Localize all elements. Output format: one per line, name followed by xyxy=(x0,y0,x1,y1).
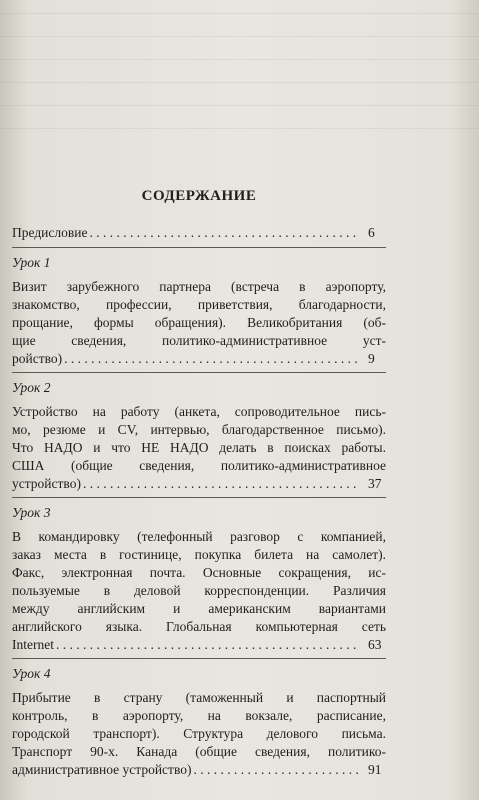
lesson-4-entry xyxy=(12,665,386,783)
description-line: США (общие сведения, политико-административное xyxy=(12,458,386,473)
description-line: Прибытие в страну (таможенный и паспортный xyxy=(12,690,386,705)
description-line: знакомство, профессии, приветствия, благодарности, xyxy=(12,297,386,312)
preface-entry xyxy=(12,224,386,248)
description-line: Что НАДО и что НЕ НАДО делать в поисках работы. xyxy=(12,440,386,455)
description-line: английского языка. Глобальная компьютерная сеть xyxy=(12,619,386,634)
lesson-description xyxy=(12,528,386,636)
lesson-label: Урок 1 xyxy=(12,255,51,270)
preface-label: Предисловие xyxy=(12,225,88,240)
lesson-last-line xyxy=(12,636,386,654)
lesson-page: 37 xyxy=(368,476,382,491)
lesson-last-text: административное устройство) xyxy=(12,762,192,777)
lesson-1-entry xyxy=(12,254,386,373)
description-line: Визит зарубежного партнера (встреча в аэропорту, xyxy=(12,279,386,294)
description-line: Устройство на работу (анкета, сопроводительное пись- xyxy=(12,404,386,419)
lesson-last-text: ройство) xyxy=(12,351,63,366)
lesson-page: 9 xyxy=(368,351,375,366)
description-line: щие сведения, политико-административное уст- xyxy=(12,333,386,348)
lesson-2-entry xyxy=(12,379,386,498)
leader-dots xyxy=(56,636,360,654)
lesson-last-text: устройство) xyxy=(12,476,81,491)
lesson-label: Урок 3 xyxy=(12,505,51,520)
lesson-label: Урок 2 xyxy=(12,380,51,395)
bleed-through-text xyxy=(0,0,479,150)
lesson-description xyxy=(12,403,386,475)
leader-dots xyxy=(193,761,360,779)
lesson-description xyxy=(12,278,386,350)
lesson-3-entry xyxy=(12,504,386,659)
preface-page: 6 xyxy=(368,225,375,240)
description-line: прощание, формы обращения). Великобритания (об- xyxy=(12,315,386,330)
description-line: В командировку (телефонный разговор с компанией, xyxy=(12,529,386,544)
description-line: Транспорт 90-х. Канада (общие сведения, политико- xyxy=(12,744,386,759)
description-line: Факс, электронная почта. Основные сокращения, ис- xyxy=(12,565,386,580)
description-line: мо, резюме и CV, интервью, благодарственное письмо). xyxy=(12,422,386,437)
leader-dots xyxy=(64,350,360,368)
lesson-page: 91 xyxy=(368,762,382,777)
page-title: СОДЕРЖАНИЕ xyxy=(141,188,257,204)
lesson-last-line xyxy=(12,761,386,779)
lesson-last-text: Internet xyxy=(12,637,54,652)
leader-dots xyxy=(83,475,360,493)
description-line: городской транспорт). Структура делового письма. xyxy=(12,726,386,741)
lesson-description xyxy=(12,689,386,761)
table-of-contents xyxy=(12,186,386,789)
lesson-last-line xyxy=(12,350,386,368)
leader-dots xyxy=(89,224,360,242)
lesson-label: Урок 4 xyxy=(12,666,51,681)
lesson-last-line xyxy=(12,475,386,493)
lesson-page: 63 xyxy=(368,637,382,652)
description-line: между английским и американским вариантами xyxy=(12,601,386,616)
description-line: заказ места в гостинице, покупка билета на самолет). xyxy=(12,547,386,562)
description-line: пользуемые в деловой корреспонденции. Различия xyxy=(12,583,386,598)
description-line: контроль, в аэропорту, на вокзале, расписание, xyxy=(12,708,386,723)
preface-line xyxy=(12,224,386,242)
